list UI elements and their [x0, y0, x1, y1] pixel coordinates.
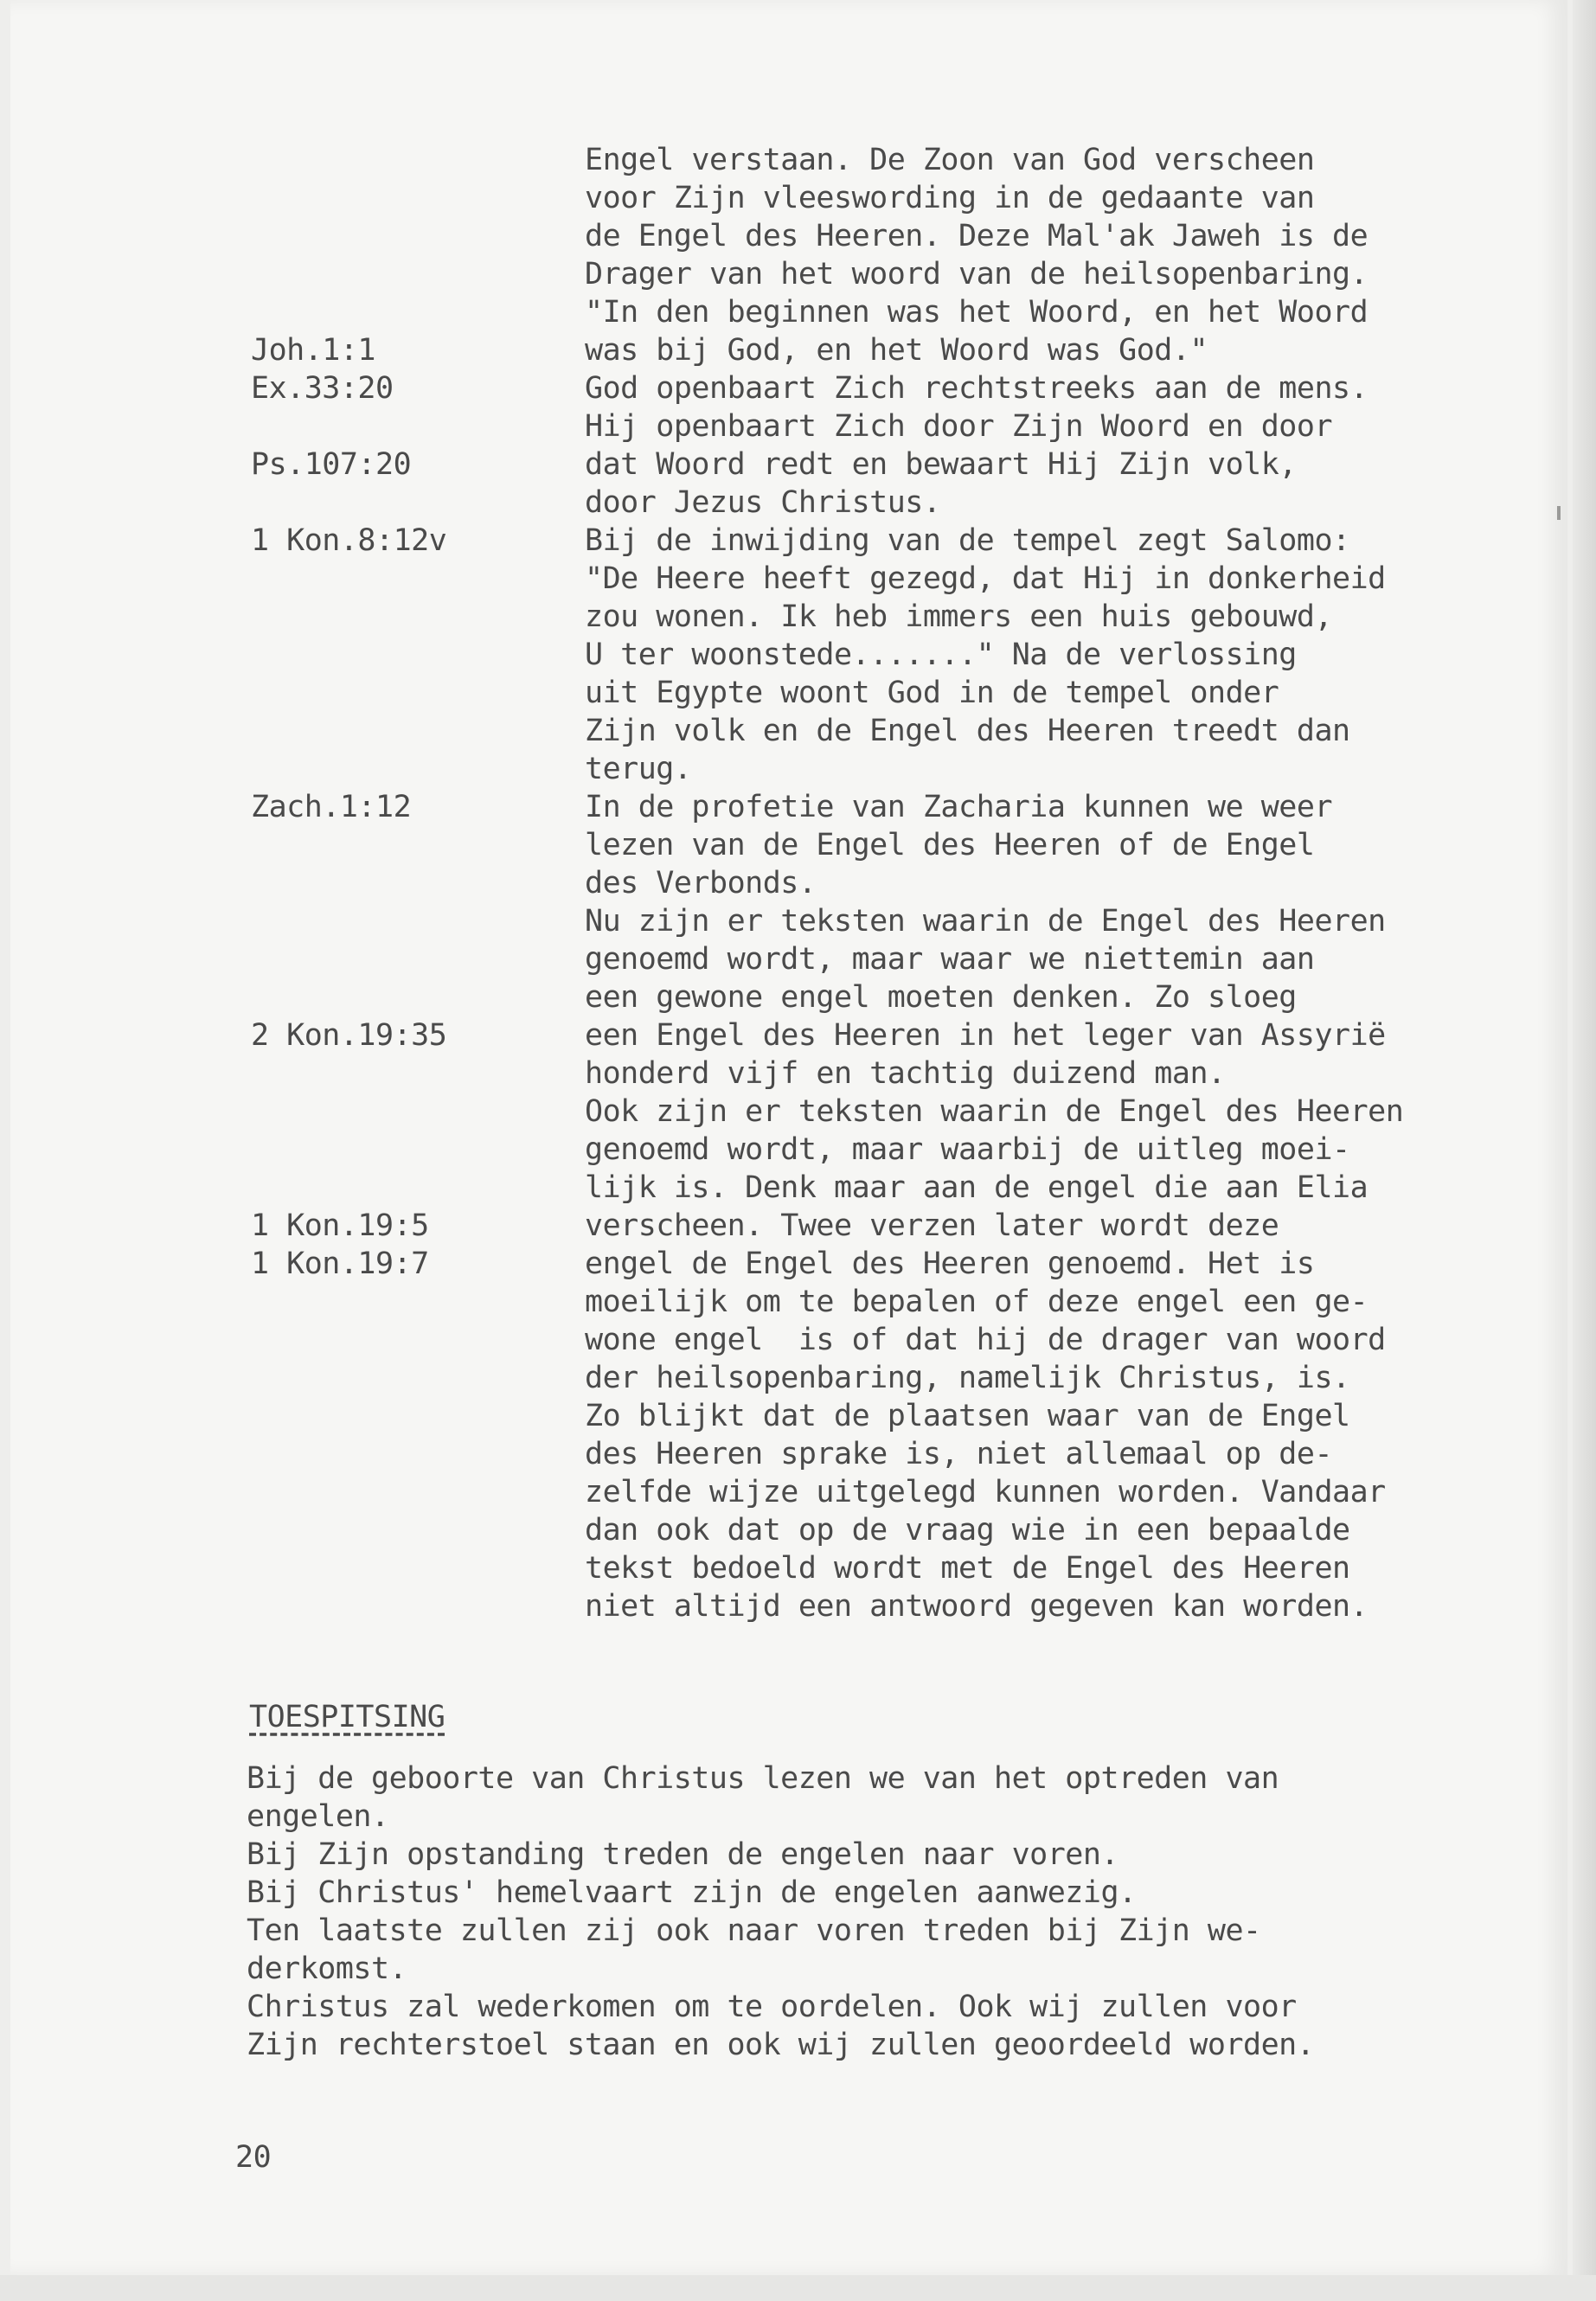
text-line: Zo blijkt dat de plaatsen waar van de Engel: [585, 1399, 1350, 1433]
text-line: zelfde wijze uitgelegd kunnen worden. Vandaar: [585, 1475, 1386, 1509]
text-line: Drager van het woord van de heilsopenbaring.: [585, 257, 1368, 292]
text-line: U ter woonstede......." Na de verlossing: [585, 638, 1297, 672]
scripture-reference: Joh.1:1: [251, 333, 376, 368]
text-line: moeilijk om te bepalen of deze engel een ge-: [585, 1285, 1368, 1319]
text-line: een gewone engel moeten denken. Zo sloeg: [585, 980, 1297, 1015]
page-edge: [1573, 0, 1596, 2301]
scripture-reference: 2 Kon.19:35: [251, 1018, 447, 1053]
text-line: lezen van de Engel des Heeren of de Engel: [585, 828, 1315, 862]
text-line: "In den beginnen was het Woord, en het Woord: [585, 295, 1368, 330]
text-line: Nu zijn er teksten waarin de Engel des Heeren: [585, 904, 1386, 939]
text-line: der heilsopenbaring, namelijk Christus, is.: [585, 1361, 1350, 1395]
scripture-reference: 1 Kon.19:5: [251, 1208, 429, 1243]
text-line: In de profetie van Zacharia kunnen we weer: [585, 790, 1333, 824]
text-line: zou wonen. Ik heb immers een huis gebouwd,: [585, 599, 1333, 634]
main-text-column: [585, 141, 1502, 1625]
closing-paragraph: [247, 1759, 1527, 2064]
section-heading: TOESPITSING: [249, 1700, 445, 1734]
scripture-reference: Ex.33:20: [251, 371, 394, 406]
text-line: dat Woord redt en bewaart Hij Zijn volk,: [585, 447, 1297, 482]
text-line: Zijn volk en de Engel des Heeren treedt dan: [585, 714, 1350, 748]
text-line: Bij de inwijding van de tempel zegt Salomo:: [585, 523, 1350, 558]
margin-mark: [1557, 506, 1561, 520]
text-line: verscheen. Twee verzen later wordt deze: [585, 1208, 1279, 1243]
text-line: des Heeren sprake is, niet allemaal op de-: [585, 1437, 1333, 1471]
text-line: "De Heere heeft gezegd, dat Hij in donkerheid: [585, 561, 1386, 596]
text-line: niet altijd een antwoord gegeven kan worden.: [585, 1589, 1368, 1624]
text-line: Ten laatste zullen zij ook naar voren treden bij Zijn we-: [247, 1913, 1261, 1948]
text-line: God openbaart Zich rechtstreeks aan de mens.: [585, 371, 1368, 406]
text-line: engel de Engel des Heeren genoemd. Het is: [585, 1247, 1315, 1281]
text-line: Bij de geboorte van Christus lezen we van het optreden van: [247, 1761, 1279, 1796]
scripture-reference: 1 Kon.8:12v: [251, 523, 447, 558]
text-line: derkomst.: [247, 1952, 407, 1986]
text-line: engelen.: [247, 1799, 389, 1834]
page-number: 20: [235, 2140, 272, 2175]
text-line: de Engel des Heeren. Deze Mal'ak Jaweh is de: [585, 219, 1368, 253]
text-line: des Verbonds.: [585, 866, 817, 901]
text-line: terug.: [585, 752, 692, 786]
scripture-reference: Ps.107:20: [251, 447, 412, 482]
page-bottom-edge: [0, 2275, 1596, 2301]
text-line: Zijn rechterstoel staan en ook wij zullen geoordeeld worden.: [247, 2028, 1315, 2062]
text-line: wone engel is of dat hij de drager van woord: [585, 1323, 1386, 1357]
text-line: tekst bedoeld wordt met de Engel des Heeren: [585, 1551, 1350, 1586]
text-line: voor Zijn vleeswording in de gedaante van: [585, 181, 1315, 215]
text-line: Bij Zijn opstanding treden de engelen naar voren.: [247, 1837, 1119, 1872]
text-line: Bij Christus' hemelvaart zijn de engelen aanwezig.: [247, 1875, 1137, 1910]
scripture-reference: 1 Kon.19:7: [251, 1247, 429, 1281]
text-line: dan ook dat op de vraag wie in een bepaalde: [585, 1513, 1350, 1548]
text-line: was bij God, en het Woord was God.": [585, 333, 1208, 368]
text-line: Engel verstaan. De Zoon van God verscheen: [585, 143, 1315, 177]
text-line: door Jezus Christus.: [585, 485, 941, 520]
text-line: genoemd wordt, maar waar we niettemin aan: [585, 942, 1315, 977]
text-line: Hij openbaart Zich door Zijn Woord en door: [585, 409, 1333, 444]
text-line: Christus zal wederkomen om te oordelen. Ook wij zullen voor: [247, 1990, 1297, 2024]
text-line: uit Egypte woont God in de tempel onder: [585, 676, 1279, 710]
scripture-reference: Zach.1:12: [251, 790, 412, 824]
text-line: Ook zijn er teksten waarin de Engel des Heeren: [585, 1094, 1404, 1129]
text-line: lijk is. Denk maar aan de engel die aan Elia: [585, 1170, 1368, 1205]
text-line: een Engel des Heeren in het leger van Assyrië: [585, 1018, 1386, 1053]
text-line: genoemd wordt, maar waarbij de uitleg moei-: [585, 1132, 1350, 1167]
text-line: honderd vijf en tachtig duizend man.: [585, 1056, 1226, 1091]
